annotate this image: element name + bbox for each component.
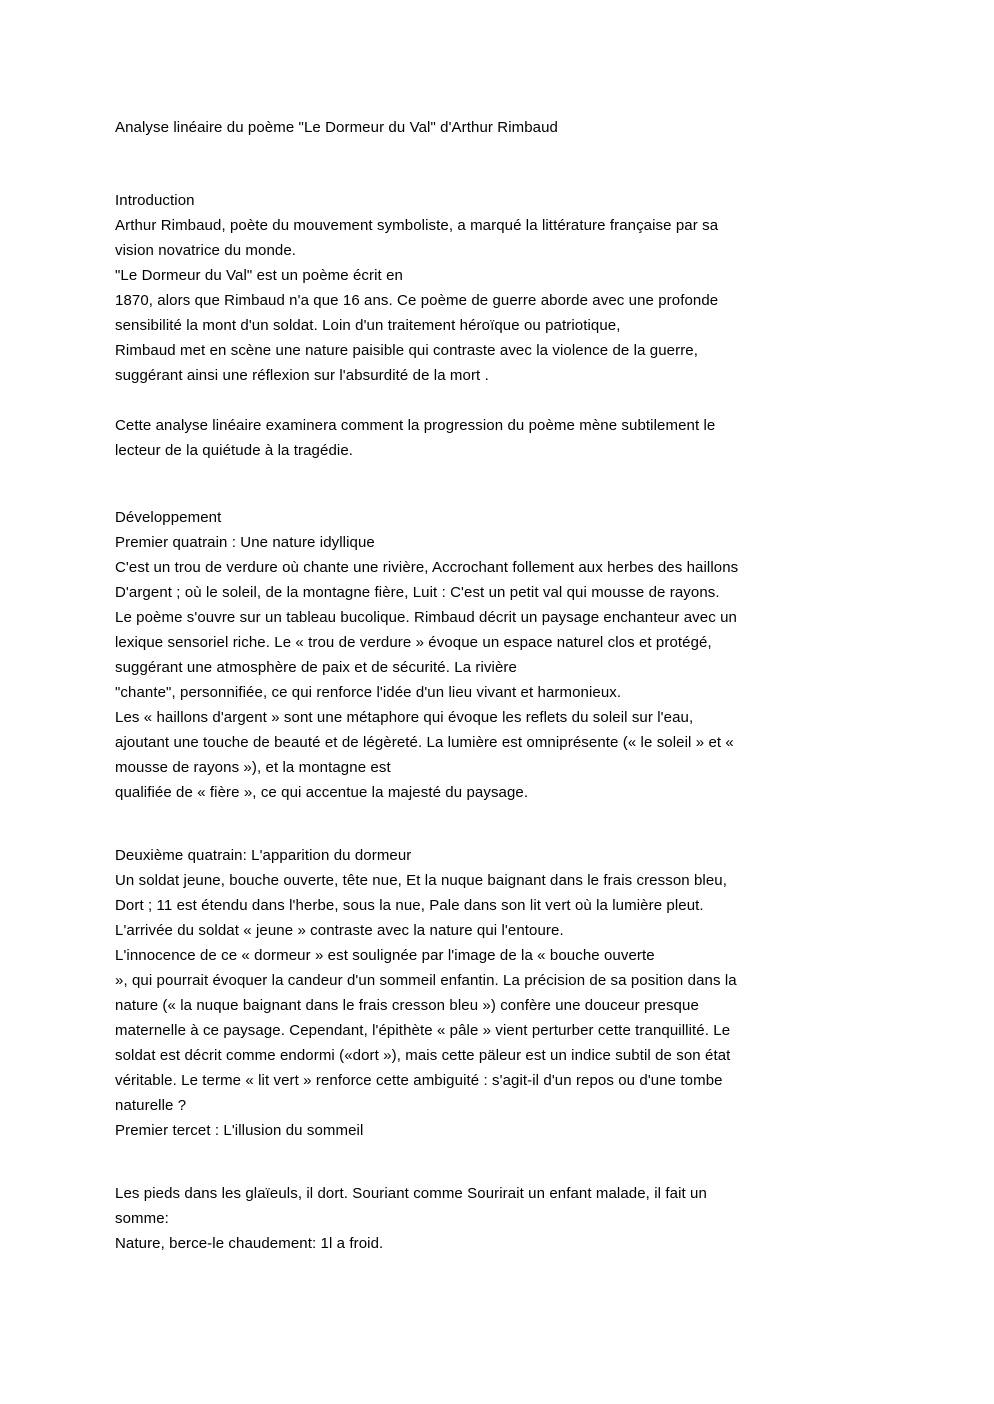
text-line: Premier tercet : L'illusion du sommeil bbox=[115, 1122, 364, 1139]
text-line: suggérant ainsi une réflexion sur l'absurdité de la mort . bbox=[115, 367, 489, 384]
text-line: naturelle ? bbox=[115, 1097, 187, 1114]
document-body bbox=[115, 115, 954, 1256]
text-line: D'argent ; où le soleil, de la montagne fière, Luit : C'est un petit val qui mousse de rayons. bbox=[115, 584, 720, 601]
text-line bbox=[115, 388, 954, 413]
text-line: Analyse linéaire du poème "Le Dormeur du Val" d'Arthur Rimbaud bbox=[115, 119, 558, 136]
text-line: Cette analyse linéaire examinera comment la progression du poème mène subtilement le bbox=[115, 417, 716, 434]
section-introduction bbox=[115, 188, 954, 463]
text-line: nature (« la nuque baignant dans le frais cresson bleu ») confère une douceur presque bbox=[115, 997, 699, 1014]
text-line: mousse de rayons »), et la montagne est bbox=[115, 759, 391, 776]
text-line: Nature, berce-le chaudement: 1l a froid. bbox=[115, 1235, 384, 1252]
text-line: maternelle à ce paysage. Cependant, l'épithète « pâle » vient perturber cette tranquillité. Le bbox=[115, 1022, 731, 1039]
text-line: 1870, alors que Rimbaud n'a que 16 ans. Ce poème de guerre aborde avec une profonde bbox=[115, 292, 719, 309]
text-line: Introduction bbox=[115, 192, 195, 209]
text-line: qualifiée de « fière », ce qui accentue la majesté du paysage. bbox=[115, 784, 529, 801]
text-line: Un soldat jeune, bouche ouverte, tête nue, Et la nuque baignant dans le frais cresson bleu, bbox=[115, 872, 728, 889]
document-title bbox=[115, 115, 954, 140]
section-premier-tercet-citation bbox=[115, 1181, 954, 1256]
text-line: L'innocence de ce « dormeur » est soulignée par l'image de la « bouche ouverte bbox=[115, 947, 655, 964]
text-line: Rimbaud met en scène une nature paisible qui contraste avec la violence de la guerre, bbox=[115, 342, 699, 359]
text-line: Arthur Rimbaud, poète du mouvement symboliste, a marqué la littérature française par sa bbox=[115, 217, 719, 234]
text-line: "Le Dormeur du Val" est un poème écrit en bbox=[115, 267, 403, 284]
text-line: véritable. Le terme « lit vert » renforce cette ambiguité : s'agit-il d'un repos ou d'une tombe bbox=[115, 1072, 723, 1089]
text-line: Les pieds dans les glaïeuls, il dort. Souriant comme Sourirait un enfant malade, il fait un bbox=[115, 1185, 707, 1202]
text-line: suggérant une atmosphère de paix et de sécurité. La rivière bbox=[115, 659, 517, 676]
text-line: "chante", personnifiée, ce qui renforce l'idée d'un lieu vivant et harmonieux. bbox=[115, 684, 622, 701]
text-line: », qui pourrait évoquer la candeur d'un sommeil enfantin. La précision de sa position dans la bbox=[115, 972, 737, 989]
text-line: Le poème s'ouvre sur un tableau bucolique. Rimbaud décrit un paysage enchanteur avec un bbox=[115, 609, 737, 626]
section-deuxieme-quatrain bbox=[115, 843, 954, 1143]
text-line: Deuxième quatrain: L'apparition du dormeur bbox=[115, 847, 412, 864]
text-line: lecteur de la quiétude à la tragédie. bbox=[115, 442, 354, 459]
text-line: Dort ; 11 est étendu dans l'herbe, sous la nue, Pale dans son lit vert où la lumière pleut. bbox=[115, 897, 704, 914]
text-line: vision novatrice du monde. bbox=[115, 242, 297, 259]
text-line: L'arrivée du soldat « jeune » contraste avec la nature qui l'entoure. bbox=[115, 922, 564, 939]
text-line: ajoutant une touche de beauté et de légèreté. La lumière est omniprésente (« le soleil » et « bbox=[115, 734, 734, 751]
text-line: C'est un trou de verdure où chante une rivière, Accrochant follement aux herbes des haillons bbox=[115, 559, 739, 576]
text-line: sensibilité la mont d'un soldat. Loin d'un traitement héroïque ou patriotique, bbox=[115, 317, 621, 334]
section-developpement-premier-quatrain bbox=[115, 505, 954, 805]
text-line: Les « haillons d'argent » sont une métaphore qui évoque les reflets du soleil sur l'eau, bbox=[115, 709, 694, 726]
text-line: Développement bbox=[115, 509, 222, 526]
text-line: soldat est décrit comme endormi («dort »), mais cette päleur est un indice subtil de son état bbox=[115, 1047, 731, 1064]
text-line: Premier quatrain : Une nature idyllique bbox=[115, 534, 375, 551]
text-line: lexique sensoriel riche. Le « trou de verdure » évoque un espace naturel clos et protégé, bbox=[115, 634, 712, 651]
text-line: somme: bbox=[115, 1210, 169, 1227]
